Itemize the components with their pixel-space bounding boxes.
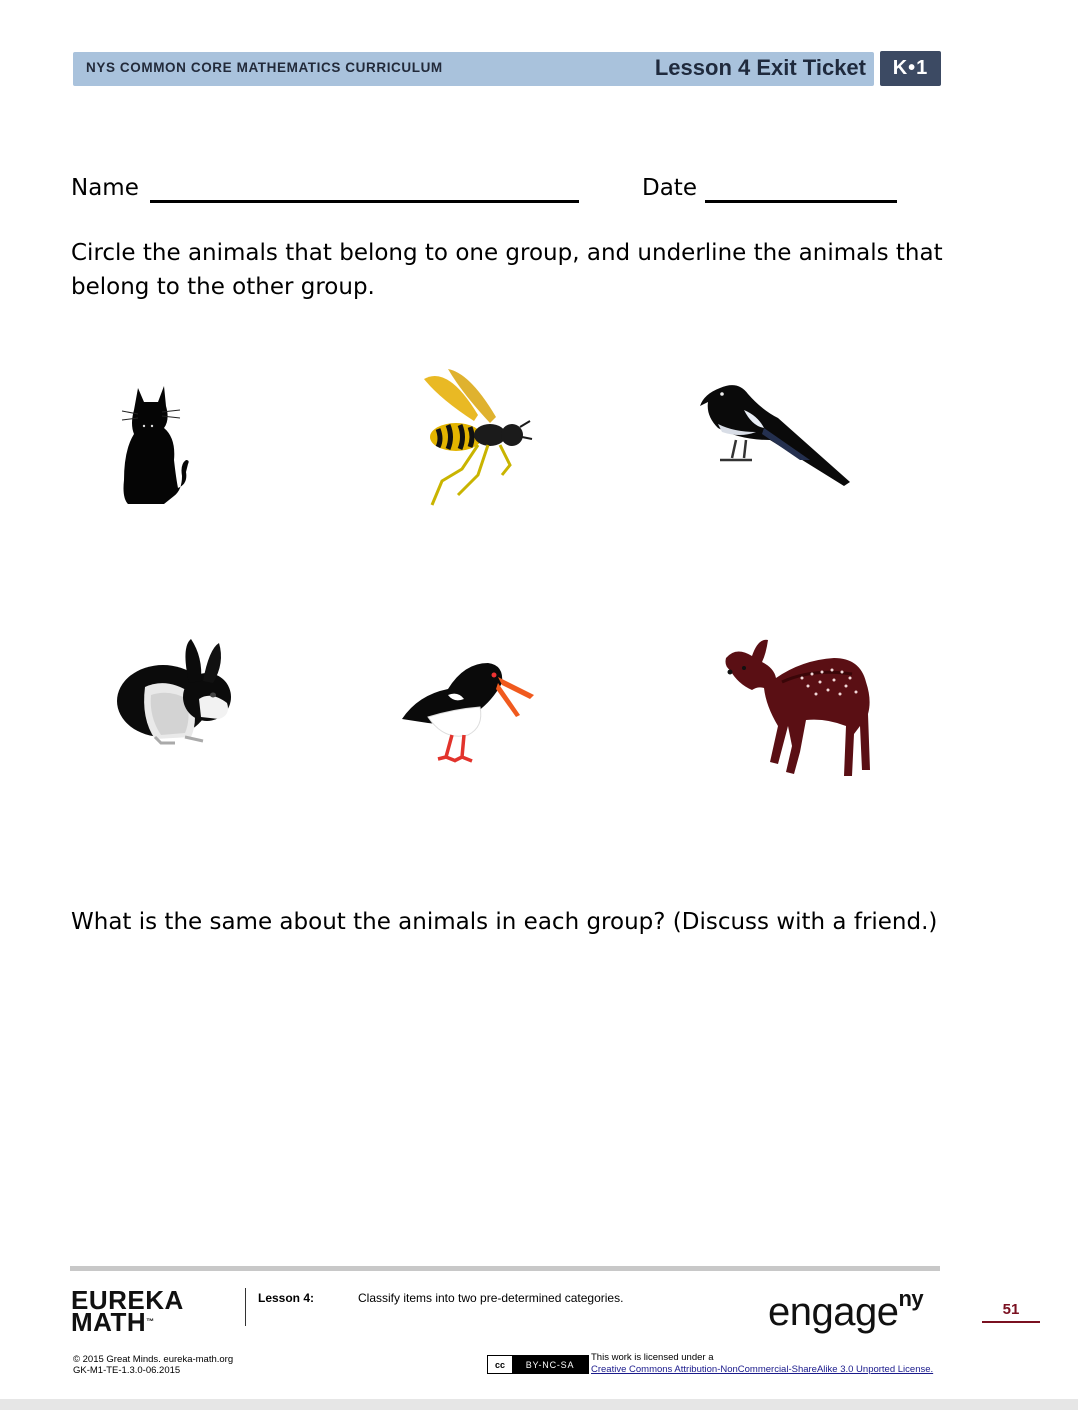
- footer-lesson-label: Lesson 4:: [258, 1291, 315, 1305]
- footer-divider: [245, 1288, 246, 1326]
- license-link[interactable]: Creative Commons Attribution-NonCommercial-ShareAlike 3.0 Unported License.: [591, 1364, 934, 1375]
- engageny-logo: engage$^{ny}$: [768, 1286, 924, 1334]
- magpie-icon[interactable]: [700, 380, 855, 490]
- instructions-text: Circle the animals that belong to one group, and underline the animals that belong to the other group.: [71, 240, 943, 300]
- fawn-icon[interactable]: [722, 634, 874, 782]
- footer-lesson-objective: Classify items into two pre-determined categories.: [358, 1291, 624, 1305]
- name-field[interactable]: [150, 200, 579, 203]
- name-label: Name: [71, 175, 139, 201]
- cc-icon: cc: [494, 1359, 505, 1370]
- rabbit-icon[interactable]: [115, 637, 235, 747]
- wasp-icon[interactable]: [418, 365, 533, 510]
- license-text: This work is licensed under a Creative Commons Attribution-NonCommercial-ShareAlike 3.0 Unported License.: [591, 1352, 934, 1375]
- page-number: 51: [982, 1301, 1040, 1323]
- oystercatcher-icon[interactable]: [398, 655, 538, 767]
- eureka-math-logo: EUREKA MATH™: [71, 1285, 184, 1337]
- lesson-title: Lesson 4 Exit Ticket: [654, 55, 866, 80]
- cat-icon[interactable]: [118, 380, 190, 508]
- bottom-strip: [0, 1399, 1078, 1410]
- grade-module-badge: K•1: [880, 51, 941, 86]
- footer-rule: [70, 1266, 940, 1271]
- date-field[interactable]: [705, 200, 897, 203]
- curriculum-title: NYS COMMON CORE MATHEMATICS CURRICULUM: [86, 60, 443, 75]
- creative-commons-badge: cc BY-NC-SA: [487, 1355, 589, 1374]
- date-label: Date: [642, 175, 697, 201]
- copyright-text: © 2015 Great Minds. eureka-math.org GK-M1-TE-1.3.0-06.2015: [73, 1354, 234, 1376]
- discussion-question: What is the same about the animals in each group? (Discuss with a friend.): [71, 909, 938, 935]
